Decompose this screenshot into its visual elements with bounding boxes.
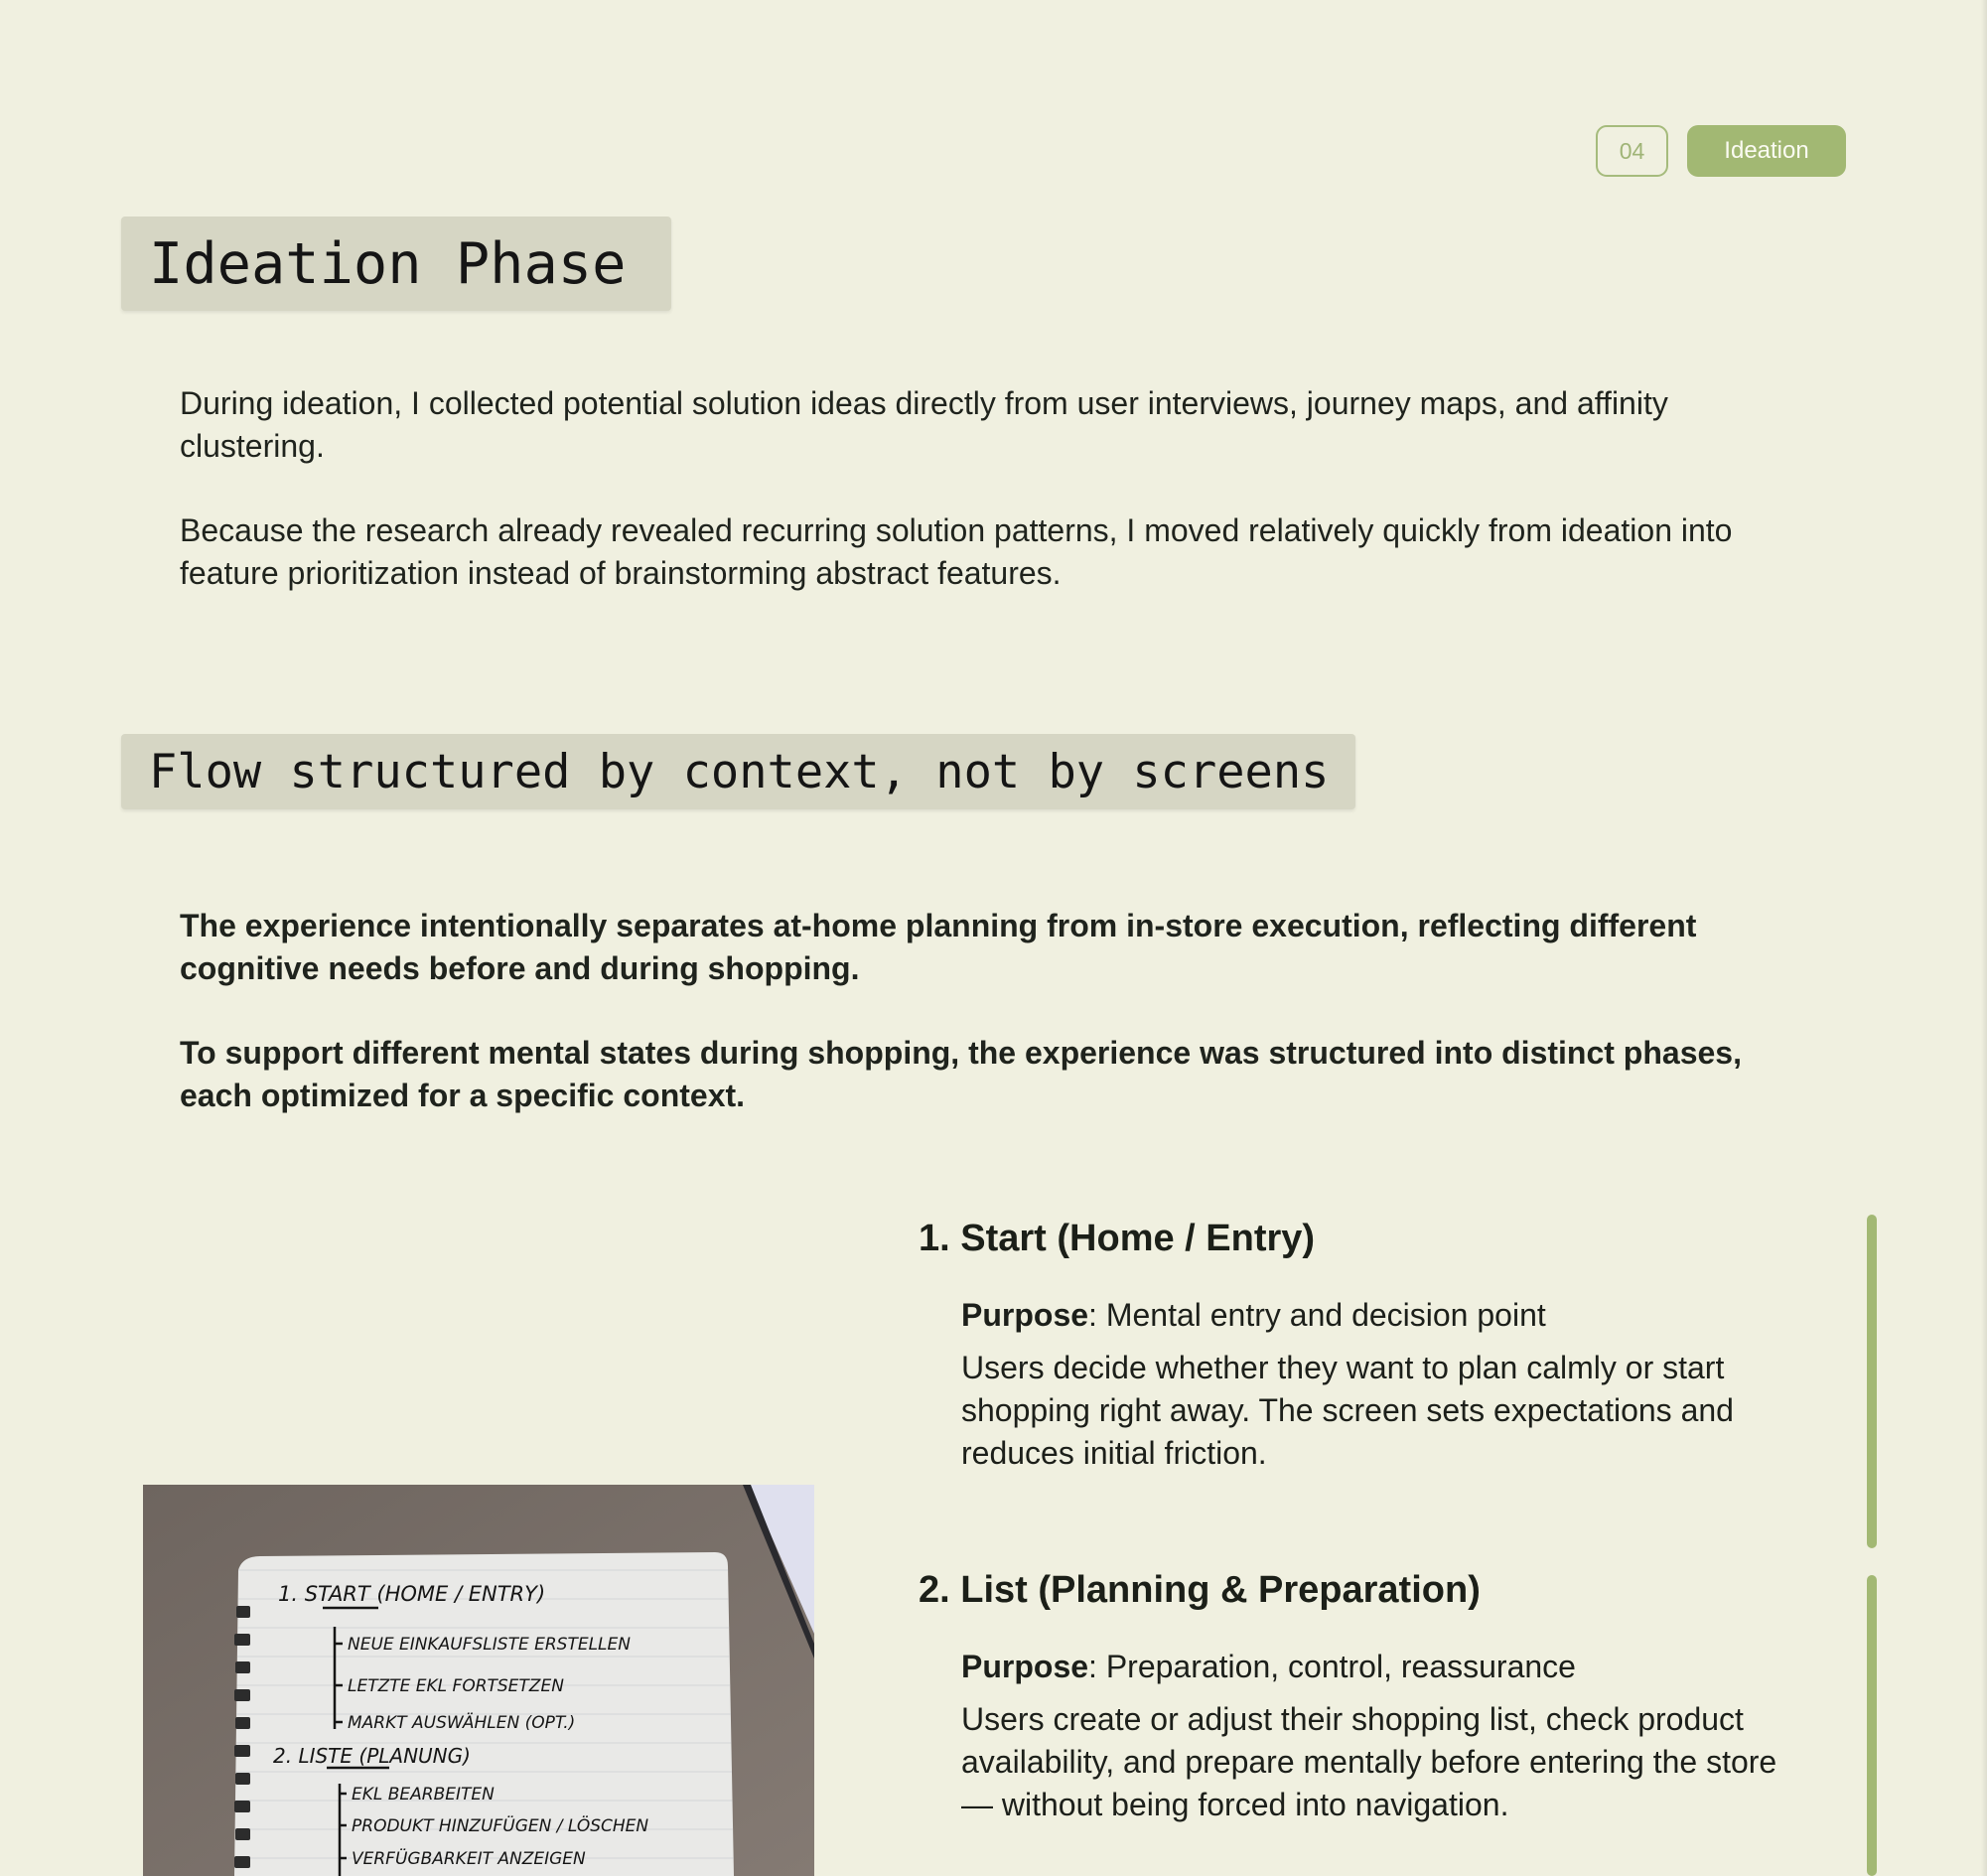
sketch-line-4: MARKT AUSWÄHLEN (OPT.) bbox=[348, 1713, 576, 1733]
sketch-line-6: EKL BEARBEITEN bbox=[352, 1785, 495, 1804]
purpose-text: : Mental entry and decision point bbox=[1088, 1297, 1546, 1333]
purpose-label: Purpose bbox=[961, 1649, 1089, 1684]
sketch-line-3: LETZTE EKL FORTSETZEN bbox=[348, 1676, 564, 1696]
section-heading-text: Flow structured by context, not by screens bbox=[149, 744, 1330, 799]
phase-2-purpose bbox=[961, 1646, 1576, 1687]
purpose-label: Purpose bbox=[961, 1297, 1089, 1333]
phase-1-description: Users decide whether they want to plan calmly or start shopping right away. The screen sets expectations and reduces initial friction. bbox=[961, 1350, 1734, 1471]
sketch-line-8: VERFÜGBARKEIT ANZEIGEN bbox=[352, 1849, 586, 1869]
section-heading-text: Ideation Phase bbox=[149, 230, 627, 297]
phase-2-accent-bar bbox=[1867, 1575, 1877, 1876]
phase-1-purpose bbox=[961, 1294, 1546, 1336]
flow-paragraph-2: To support different mental states during shopping, the experience was structured into distinct phases, each optimized for a specific context. bbox=[180, 1035, 1742, 1113]
section-heading-flow bbox=[121, 734, 1355, 809]
sketch-line-1: 1. START (HOME / ENTRY) bbox=[278, 1582, 546, 1606]
handwritten-sketch-photo bbox=[143, 1485, 814, 1876]
intro-paragraph-1: During ideation, I collected potential solution ideas directly from user interviews, journey maps, and affinity clustering. bbox=[180, 385, 1668, 464]
section-heading-ideation bbox=[121, 216, 671, 311]
sketch-line-2: NEUE EINKAUFSLISTE ERSTELLEN bbox=[348, 1635, 631, 1655]
phase-1-title: 1. Start (Home / Entry) bbox=[919, 1218, 1316, 1259]
section-number-badge: 04 bbox=[1596, 125, 1668, 177]
flow-paragraph-1: The experience intentionally separates at-home planning from in-store execution, reflecting different cognitive needs before and during shopping. bbox=[180, 908, 1697, 986]
section-tag[interactable]: Ideation bbox=[1687, 125, 1846, 177]
sketch-line-7: PRODUKT HINZUFÜGEN / LÖSCHEN bbox=[352, 1816, 649, 1836]
phase-1-accent-bar bbox=[1867, 1215, 1877, 1548]
phase-2-title: 2. List (Planning & Preparation) bbox=[919, 1569, 1481, 1611]
purpose-text: : Preparation, control, reassurance bbox=[1088, 1649, 1576, 1684]
intro-paragraph-2: Because the research already revealed recurring solution patterns, I moved relatively quickly from ideation into feature prioritization instead of brainstorming abstract features. bbox=[180, 512, 1733, 591]
phase-2-description: Users create or adjust their shopping list, check product availability, and prepare mentally before entering the store — without being forced into navigation. bbox=[961, 1701, 1777, 1822]
sketch-line-5: 2. LISTE (PLANUNG) bbox=[273, 1744, 471, 1768]
page-edge-shadow bbox=[1981, 0, 1987, 1876]
